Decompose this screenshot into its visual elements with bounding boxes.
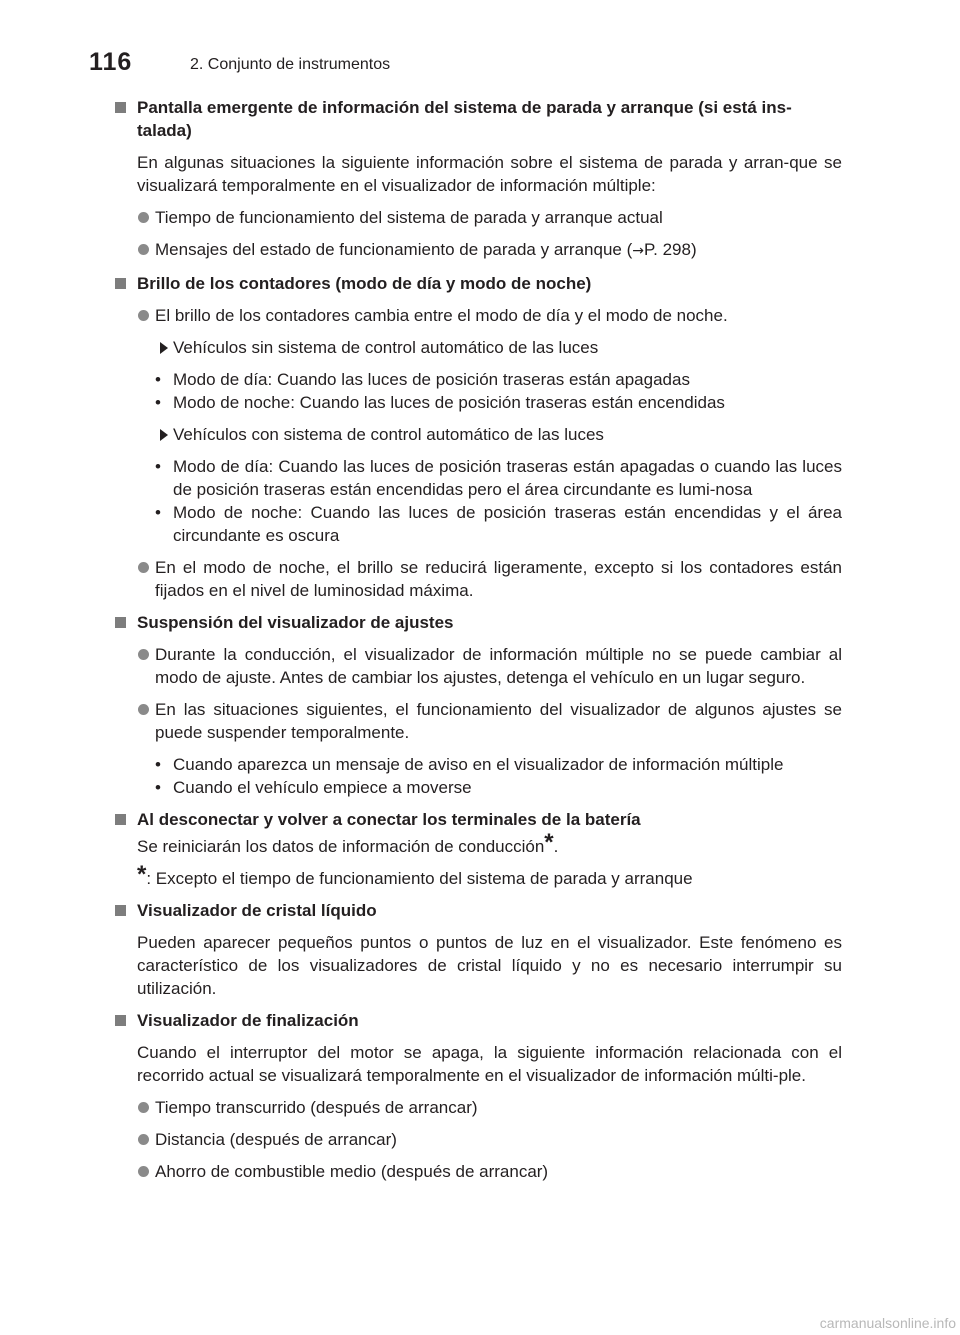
sub-heading: Vehículos con sistema de control automático de las luces [115,423,842,446]
page-header [89,40,849,80]
paragraph: Cuando el interruptor del motor se apaga, la siguiente información relacionada con el recorrido actual se visualizará temporalmente en el visualizador de información múlti-ple. [137,1043,842,1085]
sub-heading: Vehículos sin sistema de control automático de las luces [115,336,842,359]
circle-bullet-icon [138,562,149,573]
circle-bullet-icon [138,649,149,660]
dot-list-item: • Cuando aparezca un mensaje de aviso en el visualizador de información múltiple [155,755,784,774]
bullet-item: El brillo de los contadores cambia entre el modo de día y el modo de noche. [115,304,842,327]
square-bullet-icon [115,905,126,916]
bullet-item: Mensajes del estado de funcionamiento de parada y arranque (→P. 298) [115,238,842,263]
square-bullet-icon [115,278,126,289]
bullet-item: Distancia (después de arrancar) [115,1128,842,1151]
section-heading: Visualizador de cristal líquido [115,899,842,922]
footnote: *: Excepto el tiempo de funcionamiento del sistema de parada y arranque [137,861,693,888]
section-heading: Brillo de los contadores (modo de día y modo de noche) [115,272,842,295]
section-heading: Visualizador de finalización [115,1009,842,1032]
square-bullet-icon [115,814,126,825]
page-content [115,96,842,1183]
page-number: 116 [89,48,133,76]
bullet-item: Tiempo transcurrido (después de arrancar) [115,1096,842,1119]
triangle-marker-icon [160,429,168,441]
section-heading: Al desconectar y volver a conectar los terminales de la batería [115,808,842,831]
paragraph: Pueden aparecer pequeños puntos o puntos de luz en el visualizador. Este fenómeno es característico de los visualizadores de cristal líquido y no es necesario interrumpir su utilización. [137,933,842,998]
dot-list-item: • Modo de noche: Cuando las luces de posición traseras están encendidas [155,393,725,412]
paragraph: Se reiniciarán los datos de información de conducción*. [137,829,559,856]
triangle-marker-icon [160,342,168,354]
bullet-item: En las situaciones siguientes, el funcionamiento del visualizador de algunos ajustes se puede suspender temporalmente. [115,698,842,744]
bullet-item: En el modo de noche, el brillo se reducirá ligeramente, excepto si los contadores están fijados en el nivel de luminosidad máxima. [115,556,842,602]
page-reference[interactable]: P. 298) [644,240,697,259]
circle-bullet-icon [138,310,149,321]
bullet-item: Durante la conducción, el visualizador de información múltiple no se puede cambiar al modo de ajuste. Antes de cambiar los ajustes, detenga el vehículo en un lugar seguro. [115,643,842,689]
square-bullet-icon [115,617,126,628]
asterisk-mark: * [544,829,554,856]
section-title: 2. Conjunto de instrumentos [190,56,391,73]
circle-bullet-icon [138,1134,149,1145]
dot-list-item: • Modo de día: Cuando las luces de posición traseras están apagadas o cuando las luces de posición traseras están encendidas pero el área circundante es lumi-nosa [155,457,842,499]
paragraph: En algunas situaciones la siguiente información sobre el sistema de parada y arran-que se visualizará temporalmente en el visualizador de información múltiple: [137,153,842,195]
circle-bullet-icon [138,244,149,255]
section-heading: Suspensión del visualizador de ajustes [115,611,842,634]
square-bullet-icon [115,1015,126,1026]
circle-bullet-icon [138,212,149,223]
bullet-item: Tiempo de funcionamiento del sistema de parada y arranque actual [115,206,842,229]
section-heading: Pantalla emergente de información del sistema de parada y arranque (si está ins-talada) [115,96,842,142]
reference-arrow-icon: → [632,243,644,259]
dot-list-item: • Modo de noche: Cuando las luces de posición traseras están encendidas y el área circundante es oscura [155,503,842,545]
circle-bullet-icon [138,704,149,715]
square-bullet-icon [115,102,126,113]
dot-list-item: • Modo de día: Cuando las luces de posición traseras están apagadas [155,370,690,389]
circle-bullet-icon [138,1166,149,1177]
asterisk-mark: * [137,861,147,888]
watermark: carmanualsonline.info [819,1315,956,1331]
bullet-item: Ahorro de combustible medio (después de arrancar) [115,1160,842,1183]
circle-bullet-icon [138,1102,149,1113]
dot-list-item: • Cuando el vehículo empiece a moverse [155,778,472,797]
